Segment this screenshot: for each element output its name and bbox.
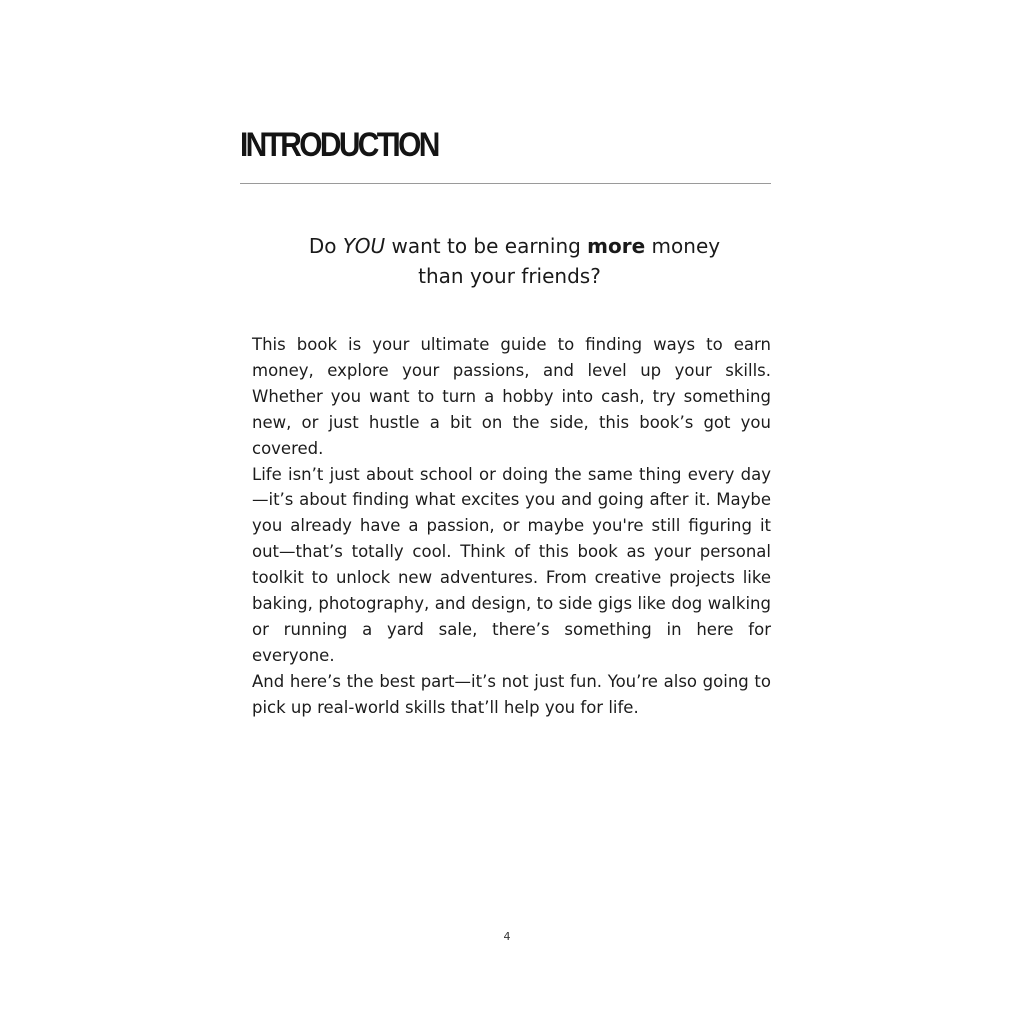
intro-question-line-2: than your friends? [418, 264, 601, 288]
body-text [252, 332, 771, 721]
heading-divider [240, 183, 771, 184]
intro-question [240, 231, 771, 291]
page-number: 4 [503, 930, 511, 943]
question-part-3: money [645, 234, 721, 258]
chapter-heading: INTRODUCTION [240, 126, 438, 164]
question-strong: more [587, 234, 646, 258]
intro-question-line-1 [240, 231, 771, 261]
question-part-2: want to be earning [385, 234, 588, 258]
question-emphasis: YOU [342, 234, 386, 258]
question-part-1: Do [308, 234, 343, 258]
body-paragraph-1: This book is your ultimate guide to finding ways to earn money, explore your passions, and level up your skills. Whether you want to turn a hobby into cash, try something new, or just hustle a bit on the side, this book’s got you covered. [252, 335, 771, 458]
body-paragraph-3: And here’s the best part—it’s not just fun. You’re also going to pick up real-world skills that’ll help you for life. [252, 671, 771, 717]
body-paragraph-2: Life isn’t just about school or doing the same thing every day—it’s about finding what excites you and going after it. Maybe you already have a passion, or maybe you're still figuring it out—that’s totally cool. Think of this book as your personal toolkit to unlock new adventures. From creative projects like baking, photography, and design, to side gigs like dog walking or running a yard sale, there’s something in here for everyone. [252, 464, 771, 665]
